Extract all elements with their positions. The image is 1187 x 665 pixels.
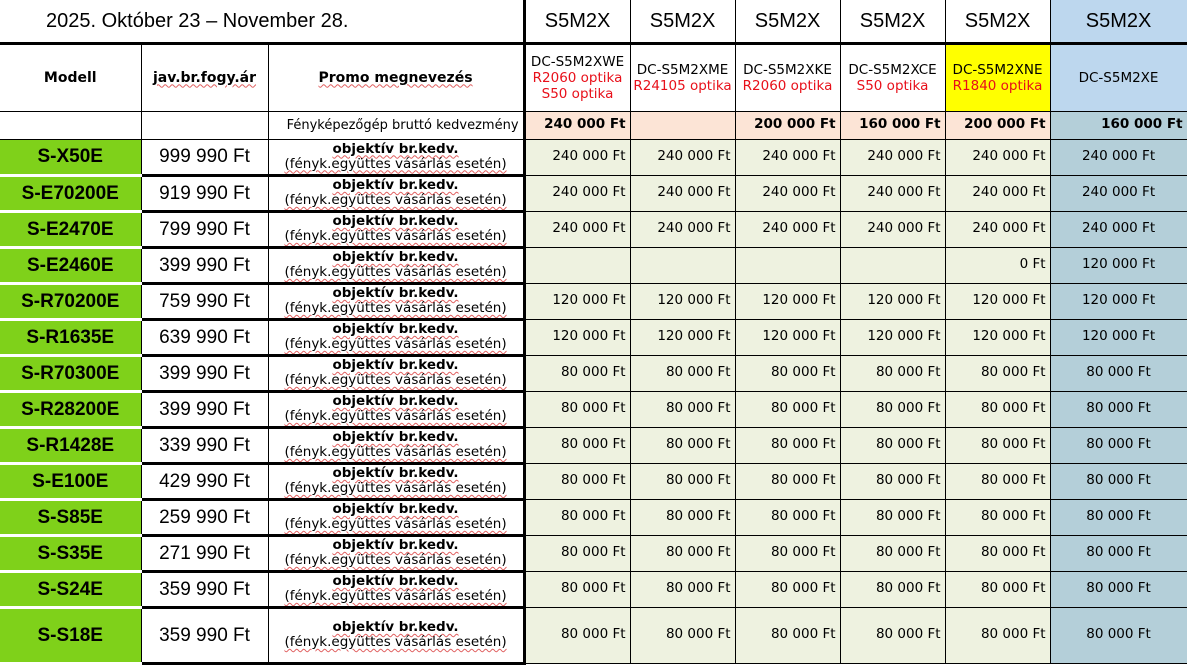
empty-cell — [141, 111, 268, 139]
discount-value: 120 000 Ft — [630, 319, 735, 355]
promo-line-1: objektív br.kedv. — [332, 357, 459, 373]
discount-value: 80 000 Ft — [945, 463, 1050, 499]
lens-model: S-R70200E — [0, 283, 141, 319]
discount-value: 240 000 Ft — [630, 211, 735, 247]
discount-value: 120 000 Ft — [1050, 319, 1187, 355]
lens-model: S-R70300E — [0, 355, 141, 391]
column-header-model: Modell — [0, 43, 141, 111]
table-row — [0, 571, 1187, 607]
table-row — [0, 463, 1187, 499]
discount-value: 80 000 Ft — [840, 427, 945, 463]
promo-line-2: (fényk.együttes vásárlás esetén) — [284, 155, 507, 172]
table-row — [0, 391, 1187, 427]
promo-line-1: objektív br.kedv. — [332, 501, 459, 517]
discount-value: 240 000 Ft — [1050, 211, 1187, 247]
lens-model: S-E2460E — [0, 247, 141, 283]
kit-lens: S50 optika — [856, 77, 929, 94]
promo-line-2: (fényk.együttes vásárlás esetén) — [284, 516, 507, 532]
discount-label: Fényképezőgép bruttó kedvezmény — [268, 111, 524, 139]
promo-description — [268, 355, 524, 391]
discount-value: 80 000 Ft — [630, 571, 735, 607]
discount-value: 240 000 Ft — [630, 175, 735, 211]
table-row — [0, 607, 1187, 663]
lens-model: S-R28200E — [0, 391, 141, 427]
discount-value: 80 000 Ft — [735, 607, 840, 663]
promo-line-2: (fényk.együttes vásárlás esetén) — [284, 552, 507, 568]
kit-model-header: S5M2X — [735, 0, 840, 43]
kit-header-1 — [630, 43, 735, 111]
kit-discount: 200 000 Ft — [735, 111, 840, 139]
table-row — [0, 139, 1187, 175]
discount-value: 80 000 Ft — [630, 427, 735, 463]
discount-value: 80 000 Ft — [840, 607, 945, 663]
discount-value: 80 000 Ft — [524, 607, 630, 663]
discount-value: 120 000 Ft — [735, 283, 840, 319]
kit-lens: R1840 optika — [952, 77, 1043, 94]
lens-model: S-E100E — [0, 463, 141, 499]
promo-description — [268, 427, 524, 463]
discount-value: 80 000 Ft — [945, 571, 1050, 607]
lens-model: S-S18E — [0, 607, 141, 663]
discount-value — [630, 247, 735, 283]
kit-header-3 — [840, 43, 945, 111]
promo-description — [268, 247, 524, 283]
discount-value: 120 000 Ft — [1050, 283, 1187, 319]
lens-price: 429 990 Ft — [141, 463, 268, 499]
discount-value: 80 000 Ft — [1050, 427, 1187, 463]
promo-line-1: objektív br.kedv. — [332, 213, 459, 229]
discount-value: 80 000 Ft — [524, 499, 630, 535]
empty-cell — [0, 111, 141, 139]
promo-description — [268, 607, 524, 663]
discount-value: 80 000 Ft — [630, 463, 735, 499]
table-row — [0, 175, 1187, 211]
kit-code: DC-S5M2XE — [1078, 69, 1159, 86]
discount-value: 240 000 Ft — [840, 139, 945, 175]
lens-price: 399 990 Ft — [141, 247, 268, 283]
kit-header-5 — [1050, 43, 1187, 111]
discount-value: 240 000 Ft — [735, 175, 840, 211]
promo-line-1: objektív br.kedv. — [332, 321, 459, 337]
lens-price: 399 990 Ft — [141, 391, 268, 427]
lens-price: 271 990 Ft — [141, 535, 268, 571]
discount-value: 80 000 Ft — [840, 535, 945, 571]
discount-value: 80 000 Ft — [945, 499, 1050, 535]
discount-value: 240 000 Ft — [524, 175, 630, 211]
lens-model: S-S24E — [0, 571, 141, 607]
lens-price: 639 990 Ft — [141, 319, 268, 355]
discount-value: 240 000 Ft — [840, 211, 945, 247]
lens-price: 259 990 Ft — [141, 499, 268, 535]
promo-line-2: (fényk.együttes vásárlás esetén) — [284, 372, 507, 388]
kit-discount: 160 000 Ft — [840, 111, 945, 139]
promo-line-2: (fényk.együttes vásárlás esetén) — [284, 336, 507, 352]
lens-model: S-X50E — [0, 139, 141, 175]
promo-line-2: (fényk.együttes vásárlás esetén) — [284, 192, 507, 208]
kit-header-0 — [524, 43, 630, 111]
discount-value: 240 000 Ft — [945, 175, 1050, 211]
kit-discount — [630, 111, 735, 139]
promo-line-2: (fényk.együttes vásárlás esetén) — [284, 444, 507, 460]
kit-model-header: S5M2X — [945, 0, 1050, 43]
discount-value: 80 000 Ft — [630, 355, 735, 391]
column-header-promo-label: Promo megnevezés — [318, 69, 473, 86]
column-header-price — [141, 43, 268, 111]
discount-value: 240 000 Ft — [945, 211, 1050, 247]
discount-value: 80 000 Ft — [524, 535, 630, 571]
kit-lens: R2060 optika — [742, 77, 833, 94]
promo-line-1: objektív br.kedv. — [332, 537, 459, 553]
column-header-price-label: jav.br.fogy.ár — [152, 69, 257, 86]
discount-value: 120 000 Ft — [735, 319, 840, 355]
table-row — [0, 499, 1187, 535]
column-header-row — [0, 43, 1187, 111]
discount-value: 240 000 Ft — [945, 139, 1050, 175]
discount-value: 240 000 Ft — [735, 211, 840, 247]
promo-line-2: (fényk.együttes vásárlás esetén) — [284, 480, 507, 496]
promo-line-2: (fényk.együttes vásárlás esetén) — [284, 634, 507, 650]
discount-value: 80 000 Ft — [735, 355, 840, 391]
discount-value: 240 000 Ft — [840, 175, 945, 211]
table-row — [0, 355, 1187, 391]
discount-value: 120 000 Ft — [630, 283, 735, 319]
lens-price: 359 990 Ft — [141, 571, 268, 607]
discount-value: 80 000 Ft — [945, 607, 1050, 663]
table-row — [0, 247, 1187, 283]
promo-description — [268, 139, 524, 175]
discount-value: 80 000 Ft — [840, 391, 945, 427]
column-header-promo — [268, 43, 524, 111]
promo-line-1: objektív br.kedv. — [332, 140, 459, 157]
discount-value: 240 000 Ft — [1050, 139, 1187, 175]
kit-model-header: S5M2X — [524, 0, 630, 43]
discount-value: 80 000 Ft — [630, 499, 735, 535]
lens-model: S-S35E — [0, 535, 141, 571]
discount-value: 120 000 Ft — [945, 283, 1050, 319]
kit-header-4 — [945, 43, 1050, 111]
promo-description — [268, 391, 524, 427]
discount-value: 240 000 Ft — [630, 139, 735, 175]
discount-value: 120 000 Ft — [1050, 247, 1187, 283]
promo-line-2: (fényk.együttes vásárlás esetén) — [284, 264, 507, 280]
promo-description — [268, 463, 524, 499]
table-row — [0, 283, 1187, 319]
promo-line-2: (fényk.együttes vásárlás esetén) — [284, 228, 507, 244]
discount-value: 80 000 Ft — [840, 463, 945, 499]
table-row — [0, 319, 1187, 355]
discount-value: 80 000 Ft — [524, 463, 630, 499]
title-row — [0, 0, 1187, 43]
kit-code: DC-S5M2XNE — [952, 61, 1043, 78]
discount-value: 80 000 Ft — [524, 427, 630, 463]
promo-description — [268, 499, 524, 535]
lens-model: S-E70200E — [0, 175, 141, 211]
discount-value: 80 000 Ft — [735, 391, 840, 427]
lens-price: 399 990 Ft — [141, 355, 268, 391]
discount-value: 120 000 Ft — [840, 319, 945, 355]
promo-line-1: objektív br.kedv. — [332, 465, 459, 481]
kit-model-header: S5M2X — [630, 0, 735, 43]
lens-price: 919 990 Ft — [141, 175, 268, 211]
discount-value: 80 000 Ft — [1050, 391, 1187, 427]
promo-description — [268, 283, 524, 319]
lens-price: 799 990 Ft — [141, 211, 268, 247]
page-title: 2025. Október 23 – November 28. — [0, 0, 524, 43]
discount-value: 80 000 Ft — [735, 463, 840, 499]
discount-value: 80 000 Ft — [630, 535, 735, 571]
promo-description — [268, 571, 524, 607]
discount-value: 80 000 Ft — [524, 571, 630, 607]
discount-value: 80 000 Ft — [1050, 355, 1187, 391]
kit-lens: R24105 optika — [633, 77, 732, 94]
kit-lens: S50 optika — [541, 85, 614, 102]
discount-value: 80 000 Ft — [840, 571, 945, 607]
discount-value: 80 000 Ft — [840, 355, 945, 391]
discount-value: 80 000 Ft — [735, 499, 840, 535]
discount-value: 80 000 Ft — [945, 535, 1050, 571]
promo-description — [268, 319, 524, 355]
discount-value: 80 000 Ft — [630, 391, 735, 427]
lens-price: 339 990 Ft — [141, 427, 268, 463]
promo-line-2: (fényk.együttes vásárlás esetén) — [284, 408, 507, 424]
discount-value: 120 000 Ft — [524, 319, 630, 355]
discount-value: 240 000 Ft — [735, 139, 840, 175]
discount-value: 80 000 Ft — [735, 571, 840, 607]
lens-model: S-R1635E — [0, 319, 141, 355]
promo-line-1: objektív br.kedv. — [332, 429, 459, 445]
kit-code: DC-S5M2XWE — [530, 53, 625, 70]
discount-value: 80 000 Ft — [524, 355, 630, 391]
discount-value: 80 000 Ft — [1050, 607, 1187, 663]
discount-row — [0, 111, 1187, 139]
discount-value: 80 000 Ft — [524, 391, 630, 427]
discount-value: 80 000 Ft — [735, 427, 840, 463]
discount-value: 80 000 Ft — [1050, 571, 1187, 607]
discount-value: 80 000 Ft — [630, 607, 735, 663]
kit-discount: 240 000 Ft — [524, 111, 630, 139]
lens-model: S-R1428E — [0, 427, 141, 463]
discount-value: 120 000 Ft — [840, 283, 945, 319]
discount-value: 80 000 Ft — [945, 355, 1050, 391]
discount-value: 0 Ft — [945, 247, 1050, 283]
discount-value: 80 000 Ft — [840, 499, 945, 535]
discount-value: 240 000 Ft — [524, 211, 630, 247]
table-row — [0, 535, 1187, 571]
discount-value: 120 000 Ft — [524, 283, 630, 319]
promo-line-1: objektív br.kedv. — [332, 393, 459, 409]
discount-value: 240 000 Ft — [524, 139, 630, 175]
discount-value: 80 000 Ft — [735, 535, 840, 571]
discount-value — [840, 247, 945, 283]
discount-value: 240 000 Ft — [1050, 175, 1187, 211]
promo-line-1: objektív br.kedv. — [332, 285, 459, 301]
lens-price: 759 990 Ft — [141, 283, 268, 319]
kit-model-header: S5M2X — [1050, 0, 1187, 43]
kit-model-header: S5M2X — [840, 0, 945, 43]
discount-value — [735, 247, 840, 283]
lens-price: 359 990 Ft — [141, 607, 268, 663]
promo-line-2: (fényk.együttes vásárlás esetén) — [284, 300, 507, 316]
promo-line-1: objektív br.kedv. — [332, 619, 459, 635]
promo-description — [268, 535, 524, 571]
lens-price: 999 990 Ft — [141, 139, 268, 175]
lens-model: S-E2470E — [0, 211, 141, 247]
discount-value — [524, 247, 630, 283]
promo-description — [268, 211, 524, 247]
promo-line-1: objektív br.kedv. — [332, 249, 459, 265]
promo-description — [268, 175, 524, 211]
kit-discount: 160 000 Ft — [1050, 111, 1187, 139]
discount-value: 80 000 Ft — [1050, 499, 1187, 535]
kit-code: DC-S5M2XCE — [848, 61, 937, 78]
discount-value: 80 000 Ft — [945, 391, 1050, 427]
promo-line-2: (fényk.együttes vásárlás esetén) — [284, 588, 507, 604]
kit-discount: 200 000 Ft — [945, 111, 1050, 139]
kit-header-2 — [735, 43, 840, 111]
kit-code: DC-S5M2XKE — [743, 61, 832, 78]
discount-value: 80 000 Ft — [945, 427, 1050, 463]
discount-value: 120 000 Ft — [945, 319, 1050, 355]
promo-line-1: objektív br.kedv. — [332, 573, 459, 589]
table-row — [0, 211, 1187, 247]
promo-line-1: objektív br.kedv. — [332, 177, 459, 193]
kit-code: DC-S5M2XME — [636, 61, 729, 78]
discount-value: 80 000 Ft — [1050, 535, 1187, 571]
lens-model: S-S85E — [0, 499, 141, 535]
discount-value: 80 000 Ft — [1050, 463, 1187, 499]
table-row — [0, 427, 1187, 463]
kit-lens: R2060 optika — [532, 69, 623, 86]
